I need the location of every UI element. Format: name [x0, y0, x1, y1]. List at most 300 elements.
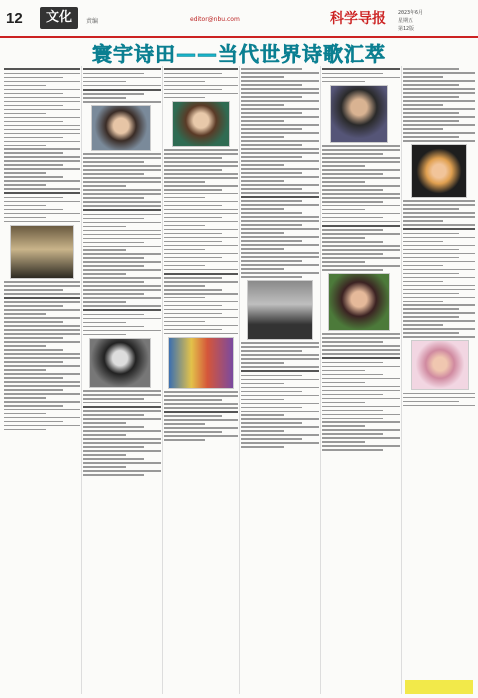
masthead: 科学导报 — [330, 11, 386, 27]
text-line — [4, 141, 80, 143]
text-line — [241, 379, 319, 381]
text-line — [4, 180, 80, 182]
text-line — [241, 128, 302, 130]
column-5 — [322, 66, 400, 694]
text-line — [241, 370, 319, 372]
text-line — [83, 410, 161, 412]
text-line — [322, 390, 400, 392]
text-line — [4, 337, 63, 339]
text-line — [241, 112, 302, 114]
text-line — [403, 108, 475, 110]
text-line — [241, 212, 302, 214]
paragraph-gap — [322, 169, 400, 171]
text-line — [164, 173, 238, 175]
text-line — [83, 185, 126, 187]
paragraph-gap — [164, 407, 238, 409]
text-line — [403, 237, 475, 239]
column-1 — [4, 66, 80, 694]
text-line — [83, 257, 144, 259]
text-line — [322, 341, 383, 343]
text-line — [403, 316, 459, 318]
text-line — [241, 260, 302, 262]
text-line — [83, 318, 161, 320]
text-line — [322, 213, 400, 215]
text-line — [164, 161, 238, 163]
column-divider — [239, 66, 240, 694]
text-line — [322, 437, 400, 439]
text-line — [403, 212, 475, 214]
text-line — [403, 204, 475, 206]
text-line — [322, 421, 400, 423]
text-line — [403, 228, 475, 230]
column-6 — [403, 66, 475, 694]
text-line — [322, 161, 400, 163]
text-line — [241, 272, 319, 274]
text-line — [4, 349, 63, 351]
text-line — [83, 89, 161, 91]
text-line — [322, 406, 400, 408]
text-line — [241, 411, 319, 413]
text-line — [4, 145, 46, 147]
text-line — [83, 301, 126, 303]
text-line — [164, 201, 238, 203]
text-line — [83, 201, 161, 203]
text-line — [164, 181, 205, 183]
text-line — [322, 217, 383, 219]
text-line — [403, 233, 459, 235]
text-line — [83, 293, 144, 295]
text-line — [164, 233, 222, 235]
text-line — [83, 181, 161, 183]
text-line — [322, 349, 400, 351]
text-line — [164, 157, 222, 159]
text-line — [83, 446, 144, 448]
text-line — [164, 281, 238, 283]
text-line — [164, 439, 205, 441]
editor-email[interactable]: editor@nbu.com — [190, 16, 240, 23]
paragraph-gap — [322, 249, 400, 251]
text-line — [164, 153, 238, 155]
paragraph-gap — [83, 261, 161, 263]
paragraph-gap — [164, 185, 238, 187]
text-line — [164, 229, 238, 231]
text-line — [241, 80, 319, 82]
text-line — [164, 165, 238, 167]
text-line — [83, 390, 161, 392]
text-line — [164, 217, 222, 219]
text-line — [241, 188, 302, 190]
column-divider — [162, 66, 163, 694]
text-line — [322, 165, 365, 167]
paragraph-gap — [4, 221, 80, 223]
text-line — [241, 164, 284, 166]
paragraph-gap — [241, 192, 319, 194]
page-headline: 寰宇诗田——当代世界诗歌汇萃 — [92, 42, 386, 66]
text-line — [322, 253, 383, 255]
paragraph-gap — [403, 312, 475, 314]
paragraph-gap — [322, 386, 400, 388]
text-line — [4, 389, 63, 391]
text-line — [322, 81, 365, 83]
text-line — [83, 153, 161, 155]
text-line — [403, 281, 443, 283]
text-line — [322, 402, 365, 404]
text-line — [322, 145, 400, 147]
text-line — [241, 358, 319, 360]
paragraph-gap — [4, 329, 80, 331]
text-line — [83, 209, 161, 211]
text-line — [403, 216, 475, 218]
text-line — [83, 265, 144, 267]
paragraph-gap — [164, 333, 238, 335]
text-line — [4, 421, 63, 423]
text-line — [83, 157, 161, 159]
text-line — [83, 77, 161, 79]
text-line — [4, 333, 80, 335]
text-line — [83, 474, 144, 476]
text-line — [164, 277, 222, 279]
text-line — [403, 293, 459, 295]
text-line — [83, 73, 144, 75]
text-line — [322, 209, 365, 211]
paragraph-gap — [322, 353, 400, 355]
text-line — [322, 229, 383, 231]
text-line — [322, 345, 400, 347]
text-line — [322, 357, 400, 359]
text-line — [83, 450, 161, 452]
text-line — [322, 181, 365, 183]
text-line — [241, 204, 319, 206]
text-line — [83, 297, 161, 299]
text-line — [322, 269, 383, 271]
text-line — [322, 370, 365, 372]
text-line — [403, 241, 443, 243]
poet-photo — [10, 225, 74, 279]
text-line — [403, 120, 459, 122]
text-line — [4, 209, 63, 211]
text-line — [164, 85, 238, 87]
poet-photo — [91, 105, 151, 151]
text-line — [241, 342, 319, 344]
text-line — [83, 289, 161, 291]
text-line — [164, 297, 205, 299]
paragraph-gap — [241, 88, 319, 90]
text-line — [403, 261, 475, 263]
text-line — [83, 454, 126, 456]
text-line — [83, 458, 144, 460]
text-line — [241, 108, 319, 110]
text-line — [83, 161, 144, 163]
text-line — [241, 414, 284, 416]
text-line — [83, 253, 161, 255]
poet-photo — [330, 85, 388, 143]
text-line — [403, 208, 459, 210]
paragraph-gap — [4, 97, 80, 99]
text-line — [4, 305, 63, 307]
text-line — [241, 144, 302, 146]
text-line — [403, 265, 443, 267]
text-line — [241, 140, 319, 142]
text-line — [322, 245, 400, 247]
text-line — [164, 257, 222, 259]
text-line — [322, 378, 400, 380]
text-line — [241, 216, 319, 218]
text-line — [403, 124, 475, 126]
text-line — [403, 320, 475, 322]
text-line — [322, 185, 400, 187]
text-line — [241, 383, 284, 385]
text-line — [83, 277, 161, 279]
text-line — [4, 353, 80, 355]
text-line — [164, 68, 238, 70]
text-line — [83, 246, 161, 248]
text-line — [4, 105, 63, 107]
paragraph-gap — [4, 160, 80, 162]
issue-line: 第12版 — [398, 26, 415, 32]
text-line — [4, 121, 63, 123]
editor-label: 责编 — [86, 18, 99, 25]
text-line — [403, 308, 459, 310]
paragraph-gap — [4, 381, 80, 383]
text-line — [164, 289, 222, 291]
text-line — [241, 176, 319, 178]
text-line — [241, 104, 284, 106]
paragraph-gap — [83, 285, 161, 287]
text-line — [403, 393, 475, 395]
paragraph-gap — [164, 269, 238, 271]
text-line — [322, 445, 400, 447]
text-line — [241, 375, 302, 377]
text-line — [241, 172, 302, 174]
paragraph-gap — [403, 336, 475, 338]
text-line — [403, 132, 475, 134]
text-line — [403, 328, 475, 330]
text-line — [241, 391, 302, 393]
paragraph-gap — [4, 357, 80, 359]
text-line — [241, 362, 284, 364]
paragraph-gap — [403, 285, 475, 287]
text-line — [4, 77, 63, 79]
text-line — [241, 136, 284, 138]
text-line — [241, 120, 284, 122]
text-line — [164, 273, 238, 275]
text-line — [4, 205, 46, 207]
text-line — [241, 244, 319, 246]
text-line — [4, 321, 63, 323]
column-3 — [164, 66, 238, 694]
text-line — [241, 346, 319, 348]
paragraph-gap — [403, 88, 475, 90]
text-line — [4, 429, 46, 431]
text-line — [322, 398, 400, 400]
issue-info — [398, 9, 474, 33]
text-line — [241, 240, 302, 242]
text-line — [322, 337, 400, 339]
text-line — [241, 200, 302, 202]
section-label: 文化 — [40, 7, 78, 29]
text-line — [4, 373, 80, 375]
text-line — [403, 136, 459, 138]
poet-photo — [247, 280, 313, 340]
text-line — [83, 334, 126, 336]
text-line — [164, 305, 222, 307]
text-line — [322, 394, 383, 396]
text-line — [83, 177, 161, 179]
text-line — [4, 361, 63, 363]
text-line — [83, 169, 161, 171]
text-line — [4, 73, 80, 75]
paragraph-gap — [4, 125, 80, 127]
text-line — [403, 92, 475, 94]
text-line — [322, 237, 365, 239]
text-line — [164, 285, 205, 287]
text-line — [403, 332, 459, 334]
text-line — [4, 217, 46, 219]
text-line — [164, 431, 222, 433]
text-line — [241, 438, 302, 440]
text-line — [4, 109, 80, 111]
text-line — [241, 156, 302, 158]
poet-photo — [172, 101, 230, 147]
text-line — [164, 317, 238, 319]
text-line — [4, 285, 80, 287]
paragraph-gap — [403, 224, 475, 226]
text-line — [4, 201, 80, 203]
text-line — [164, 197, 205, 199]
text-line — [322, 261, 365, 263]
poet-photo — [168, 337, 234, 389]
text-line — [322, 233, 400, 235]
text-line — [403, 80, 475, 82]
text-line — [241, 168, 319, 170]
text-line — [241, 96, 302, 98]
text-line — [241, 180, 284, 182]
text-line — [4, 137, 63, 139]
text-line — [83, 430, 161, 432]
text-line — [403, 104, 443, 106]
text-line — [241, 184, 319, 186]
text-line — [164, 321, 205, 323]
paragraph-gap — [322, 221, 400, 223]
text-line — [83, 230, 161, 232]
text-line — [241, 84, 302, 86]
text-line — [83, 242, 144, 244]
text-line — [83, 97, 126, 99]
text-line — [241, 387, 319, 389]
text-line — [403, 128, 443, 130]
text-line — [4, 385, 80, 387]
text-line — [4, 197, 63, 199]
text-line — [83, 101, 161, 103]
text-line — [322, 374, 383, 376]
paragraph-gap — [322, 193, 400, 195]
text-line — [83, 173, 144, 175]
text-line — [322, 449, 383, 451]
text-line — [241, 426, 319, 428]
text-line — [4, 192, 80, 194]
text-line — [164, 97, 205, 99]
text-line — [4, 417, 80, 419]
text-line — [83, 394, 161, 396]
text-line — [403, 273, 459, 275]
text-line — [164, 193, 238, 195]
text-line — [241, 395, 319, 397]
text-line — [83, 222, 161, 224]
text-line — [164, 213, 238, 215]
text-line — [403, 304, 475, 306]
paragraph-gap — [164, 237, 238, 239]
text-line — [164, 427, 238, 429]
text-line — [4, 345, 46, 347]
text-line — [241, 92, 319, 94]
text-line — [403, 220, 443, 222]
text-line — [322, 157, 400, 159]
text-line — [4, 213, 80, 215]
text-line — [241, 268, 284, 270]
page-number: 12 — [6, 10, 23, 27]
paragraph-gap — [241, 403, 319, 405]
text-line — [164, 93, 238, 95]
text-line — [4, 176, 63, 178]
text-line — [322, 333, 400, 335]
text-line — [403, 112, 459, 114]
text-line — [83, 193, 161, 195]
text-line — [4, 401, 80, 403]
text-line — [4, 341, 80, 343]
text-line — [4, 184, 46, 186]
paragraph-gap — [83, 234, 161, 236]
text-line — [241, 68, 302, 70]
poet-photo — [411, 340, 469, 390]
paragraph-gap — [241, 124, 319, 126]
text-line — [241, 399, 284, 401]
text-line — [164, 249, 205, 251]
text-line — [83, 414, 144, 416]
text-line — [4, 101, 80, 103]
text-line — [4, 168, 80, 170]
text-line — [403, 297, 475, 299]
poet-photo — [89, 338, 151, 388]
text-line — [164, 301, 238, 303]
text-line — [241, 152, 319, 154]
text-line — [164, 415, 222, 417]
text-line — [4, 172, 46, 174]
text-line — [403, 397, 475, 399]
text-line — [241, 276, 302, 278]
text-line — [83, 470, 161, 472]
text-line — [322, 441, 365, 443]
text-line — [322, 189, 383, 191]
text-line — [164, 435, 238, 437]
text-line — [83, 442, 161, 444]
text-line — [403, 68, 459, 70]
paragraph-gap — [83, 438, 161, 440]
text-line — [241, 228, 319, 230]
text-line — [164, 403, 238, 405]
text-line — [4, 129, 80, 131]
paragraph-gap — [403, 116, 475, 118]
paragraph-gap — [241, 252, 319, 254]
text-line — [4, 297, 80, 299]
text-line — [83, 189, 161, 191]
text-line — [83, 214, 161, 216]
text-line — [164, 395, 238, 397]
text-line — [241, 422, 302, 424]
text-line — [4, 148, 80, 150]
text-line — [322, 433, 383, 435]
text-line — [4, 117, 80, 119]
text-line — [403, 84, 459, 86]
